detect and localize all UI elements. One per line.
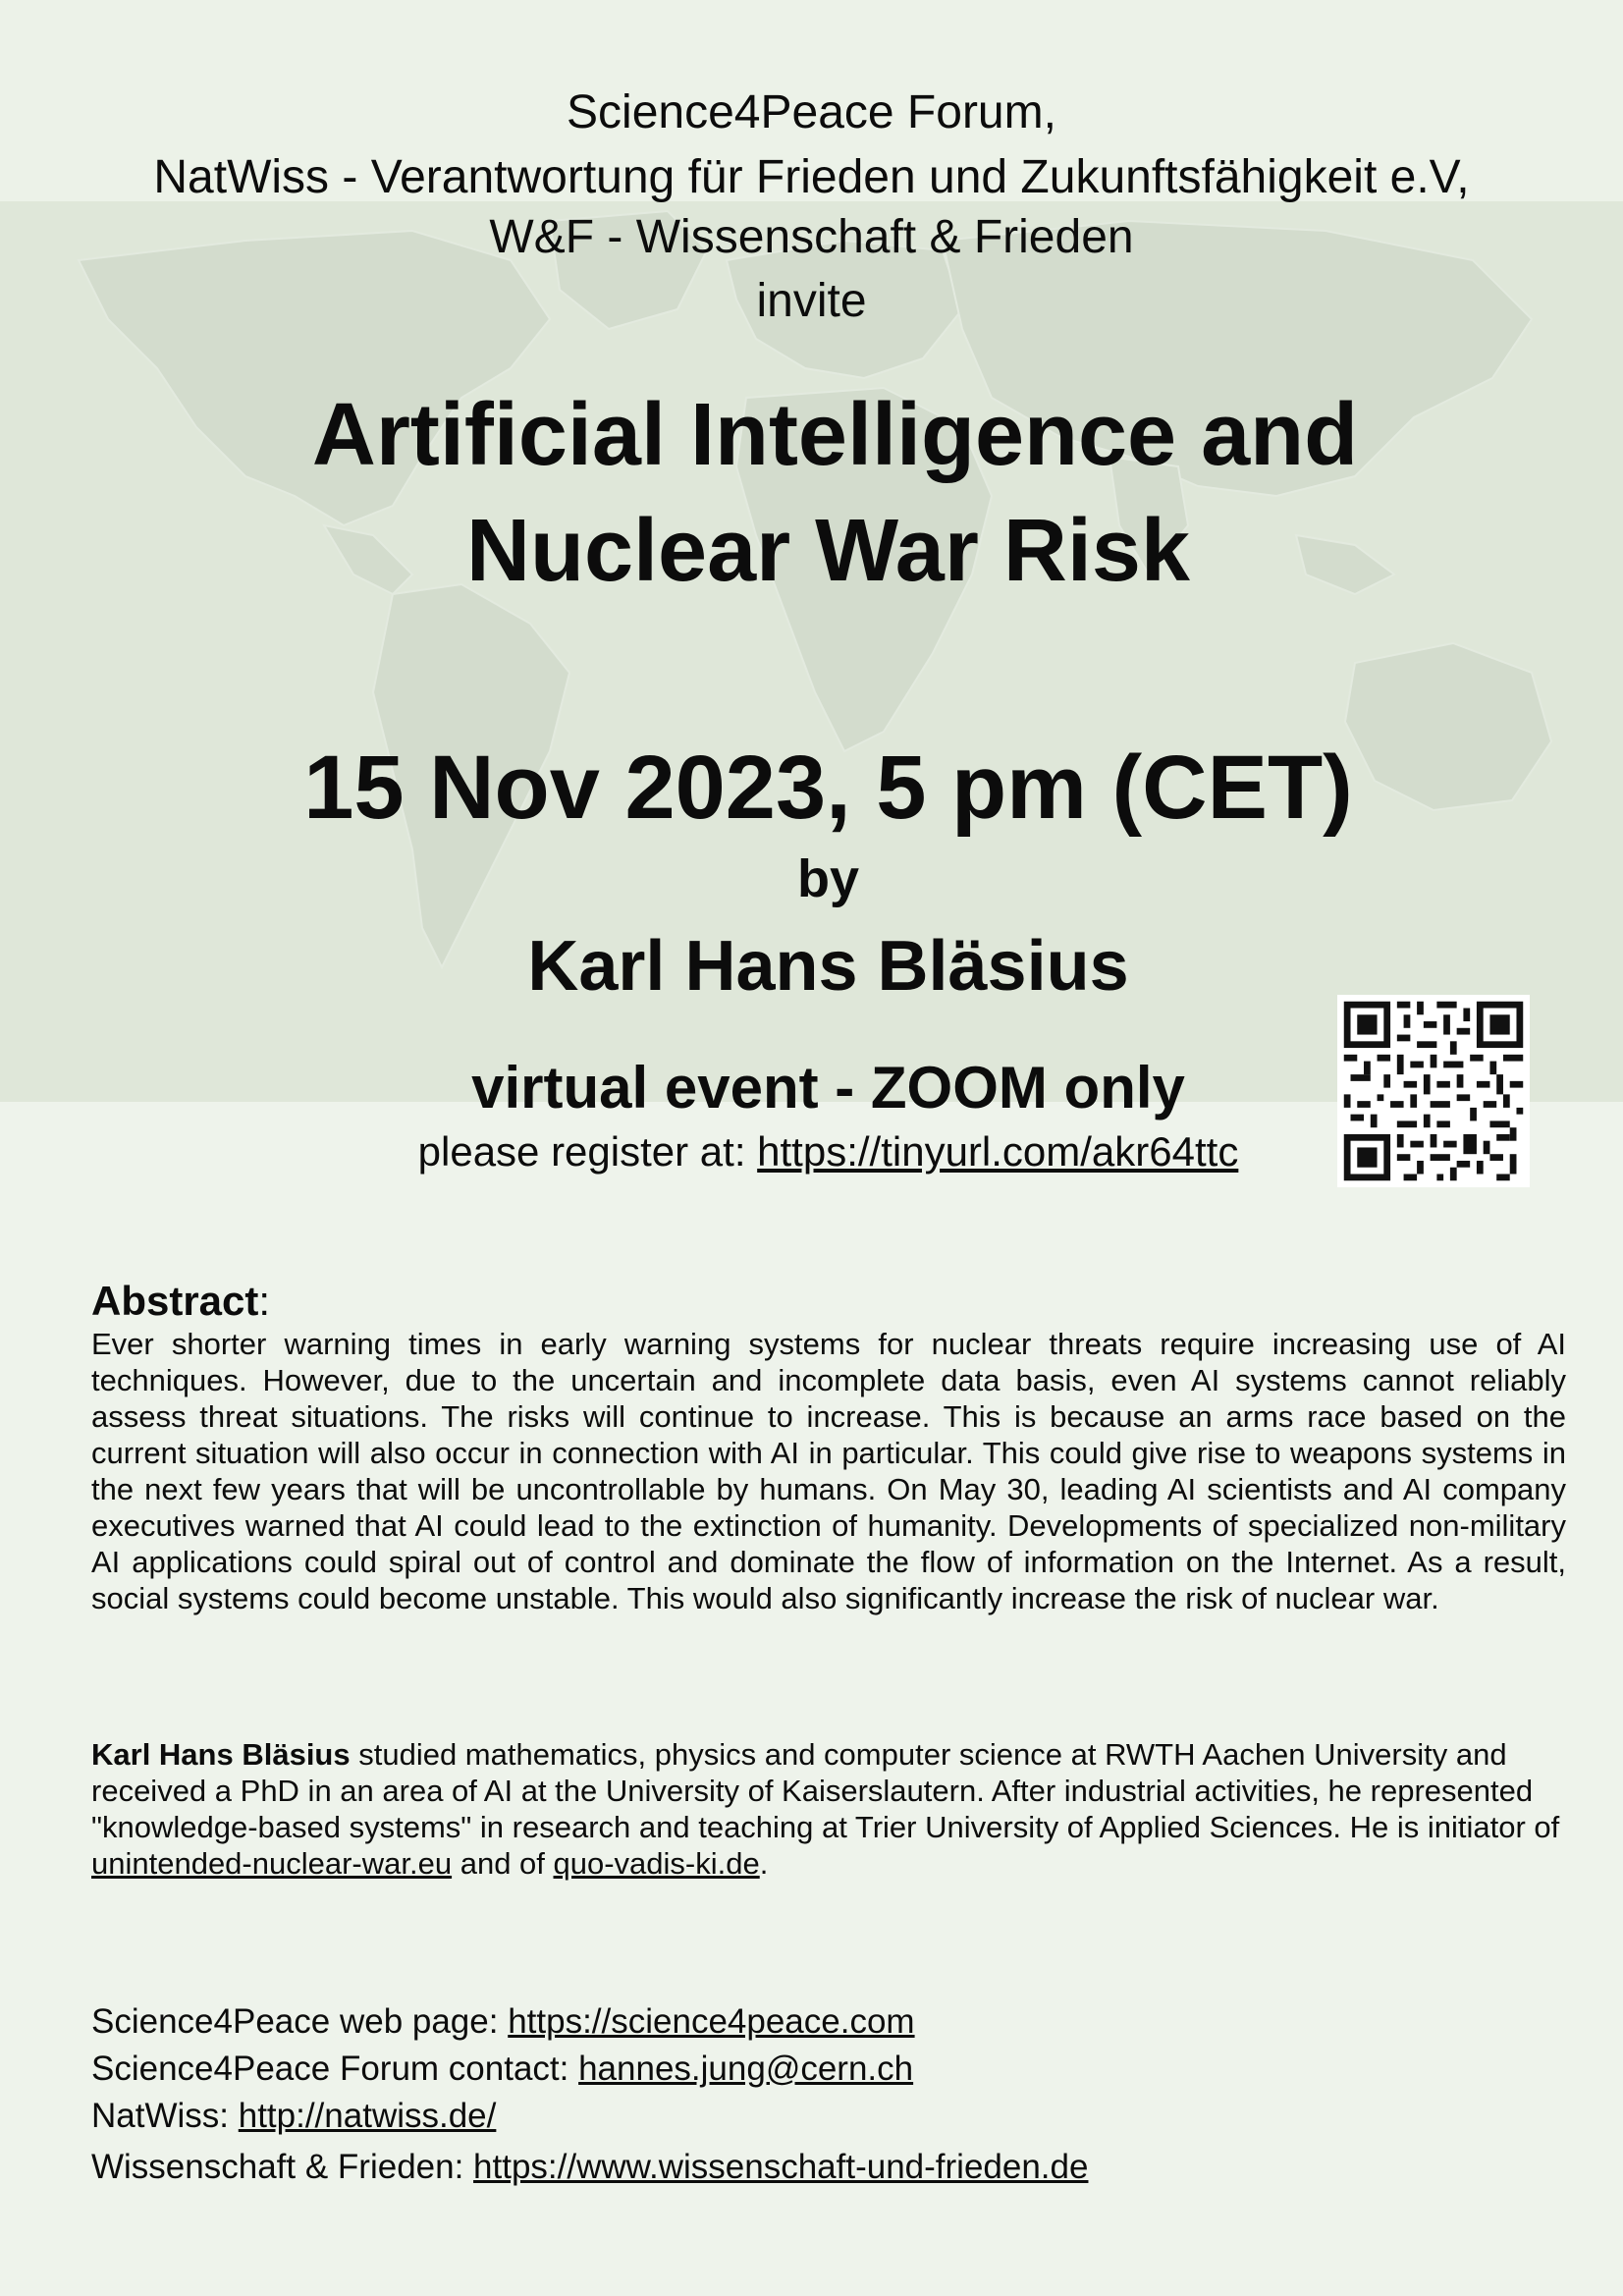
org-line-3: W&F - Wissenschaft & Frieden [489,211,1134,263]
footer-label-contact: Science4Peace Forum contact: [91,2050,579,2088]
bio-text-end: . [759,1846,769,1881]
abstract-heading-label: Abstract [91,1278,259,1324]
footer-label-wissenschaft-frieden: Wissenschaft & Frieden: [91,2148,474,2186]
bio-link-unintended-nuclear-war[interactable]: unintended-nuclear-war.eu [91,1846,453,1881]
footer-line-web-page [91,1998,1566,2046]
org-line-1: Science4Peace Forum, [567,86,1056,138]
org-line-invite: invite [756,275,867,327]
abstract-heading [91,1277,270,1326]
footer-link-web-page[interactable]: https://science4peace.com [508,2002,915,2041]
footer-line-natwiss [91,2093,1566,2140]
qr-code-graphic [1337,995,1530,1187]
footer-label-web-page: Science4Peace web page: [91,2002,509,2041]
event-title-line-2: Nuclear War Risk [466,502,1190,600]
footer-label-natwiss: NatWiss: [91,2097,239,2135]
speaker-bio [91,1736,1566,1882]
bio-speaker-name: Karl Hans Bläsius [91,1737,351,1772]
event-format: virtual event - ZOOM only [471,1055,1185,1121]
bio-link-quo-vadis-ki[interactable]: quo-vadis-ki.de [553,1846,760,1881]
event-title-line-1: Artificial Intelligence and [311,386,1359,484]
footer-line-wissenschaft-frieden [91,2144,1566,2191]
event-datetime: 15 Nov 2023, 5 pm (CET) [303,738,1353,838]
footer-link-wissenschaft-frieden[interactable]: https://www.wissenschaft-und-frieden.de [473,2148,1089,2186]
org-line-2: NatWiss - Verantwortung für Frieden und Zukunftsfähigkeit e.V, [153,151,1470,203]
abstract-text: Ever shorter warning times in early warning systems for nuclear threats require increasing use of AI techniques. However, due to the uncertain and incomplete data basis, even AI systems cannot reliably assess threat situations. The risks will continue to increase. This is because an arms race based on the current situation will also occur in connection with AI in particular. This could give rise to weapons systems in the next few years that will be uncontrollable by humans. On May 30, leading AI scientists and AI company executives warned that AI could lead to the extinction of humanity. Developments of specialized non-military AI applications could spiral out of control and dominate the flow of information on the Internet. As a result, social systems could become unstable. This would also significantly increase the risk of nuclear war. [91,1327,1566,1615]
abstract-heading-colon: : [258,1278,271,1324]
by-label: by [796,849,860,908]
register-prefix: please register at: [417,1128,758,1175]
qr-code[interactable] [1337,995,1530,1187]
register-link[interactable]: https://tinyurl.com/akr64ttc [757,1128,1239,1175]
footer-link-contact-email[interactable]: hannes.jung@cern.ch [578,2050,914,2088]
footer-links [91,1998,1566,2191]
speaker-name: Karl Hans Bläsius [527,927,1129,1006]
footer-link-natwiss[interactable]: http://natwiss.de/ [238,2097,497,2135]
footer-line-contact [91,2046,1566,2093]
bio-text: studied mathematics, physics and computer science at RWTH Aachen University and received a PhD in an area of AI at the University of Kaiserslautern. After industrial activities, he represented "knowledge-based systems" in research and teaching at Trier University of Applied Sciences. He is initiator of [91,1737,1560,1844]
bio-text-between: and of [452,1846,554,1881]
